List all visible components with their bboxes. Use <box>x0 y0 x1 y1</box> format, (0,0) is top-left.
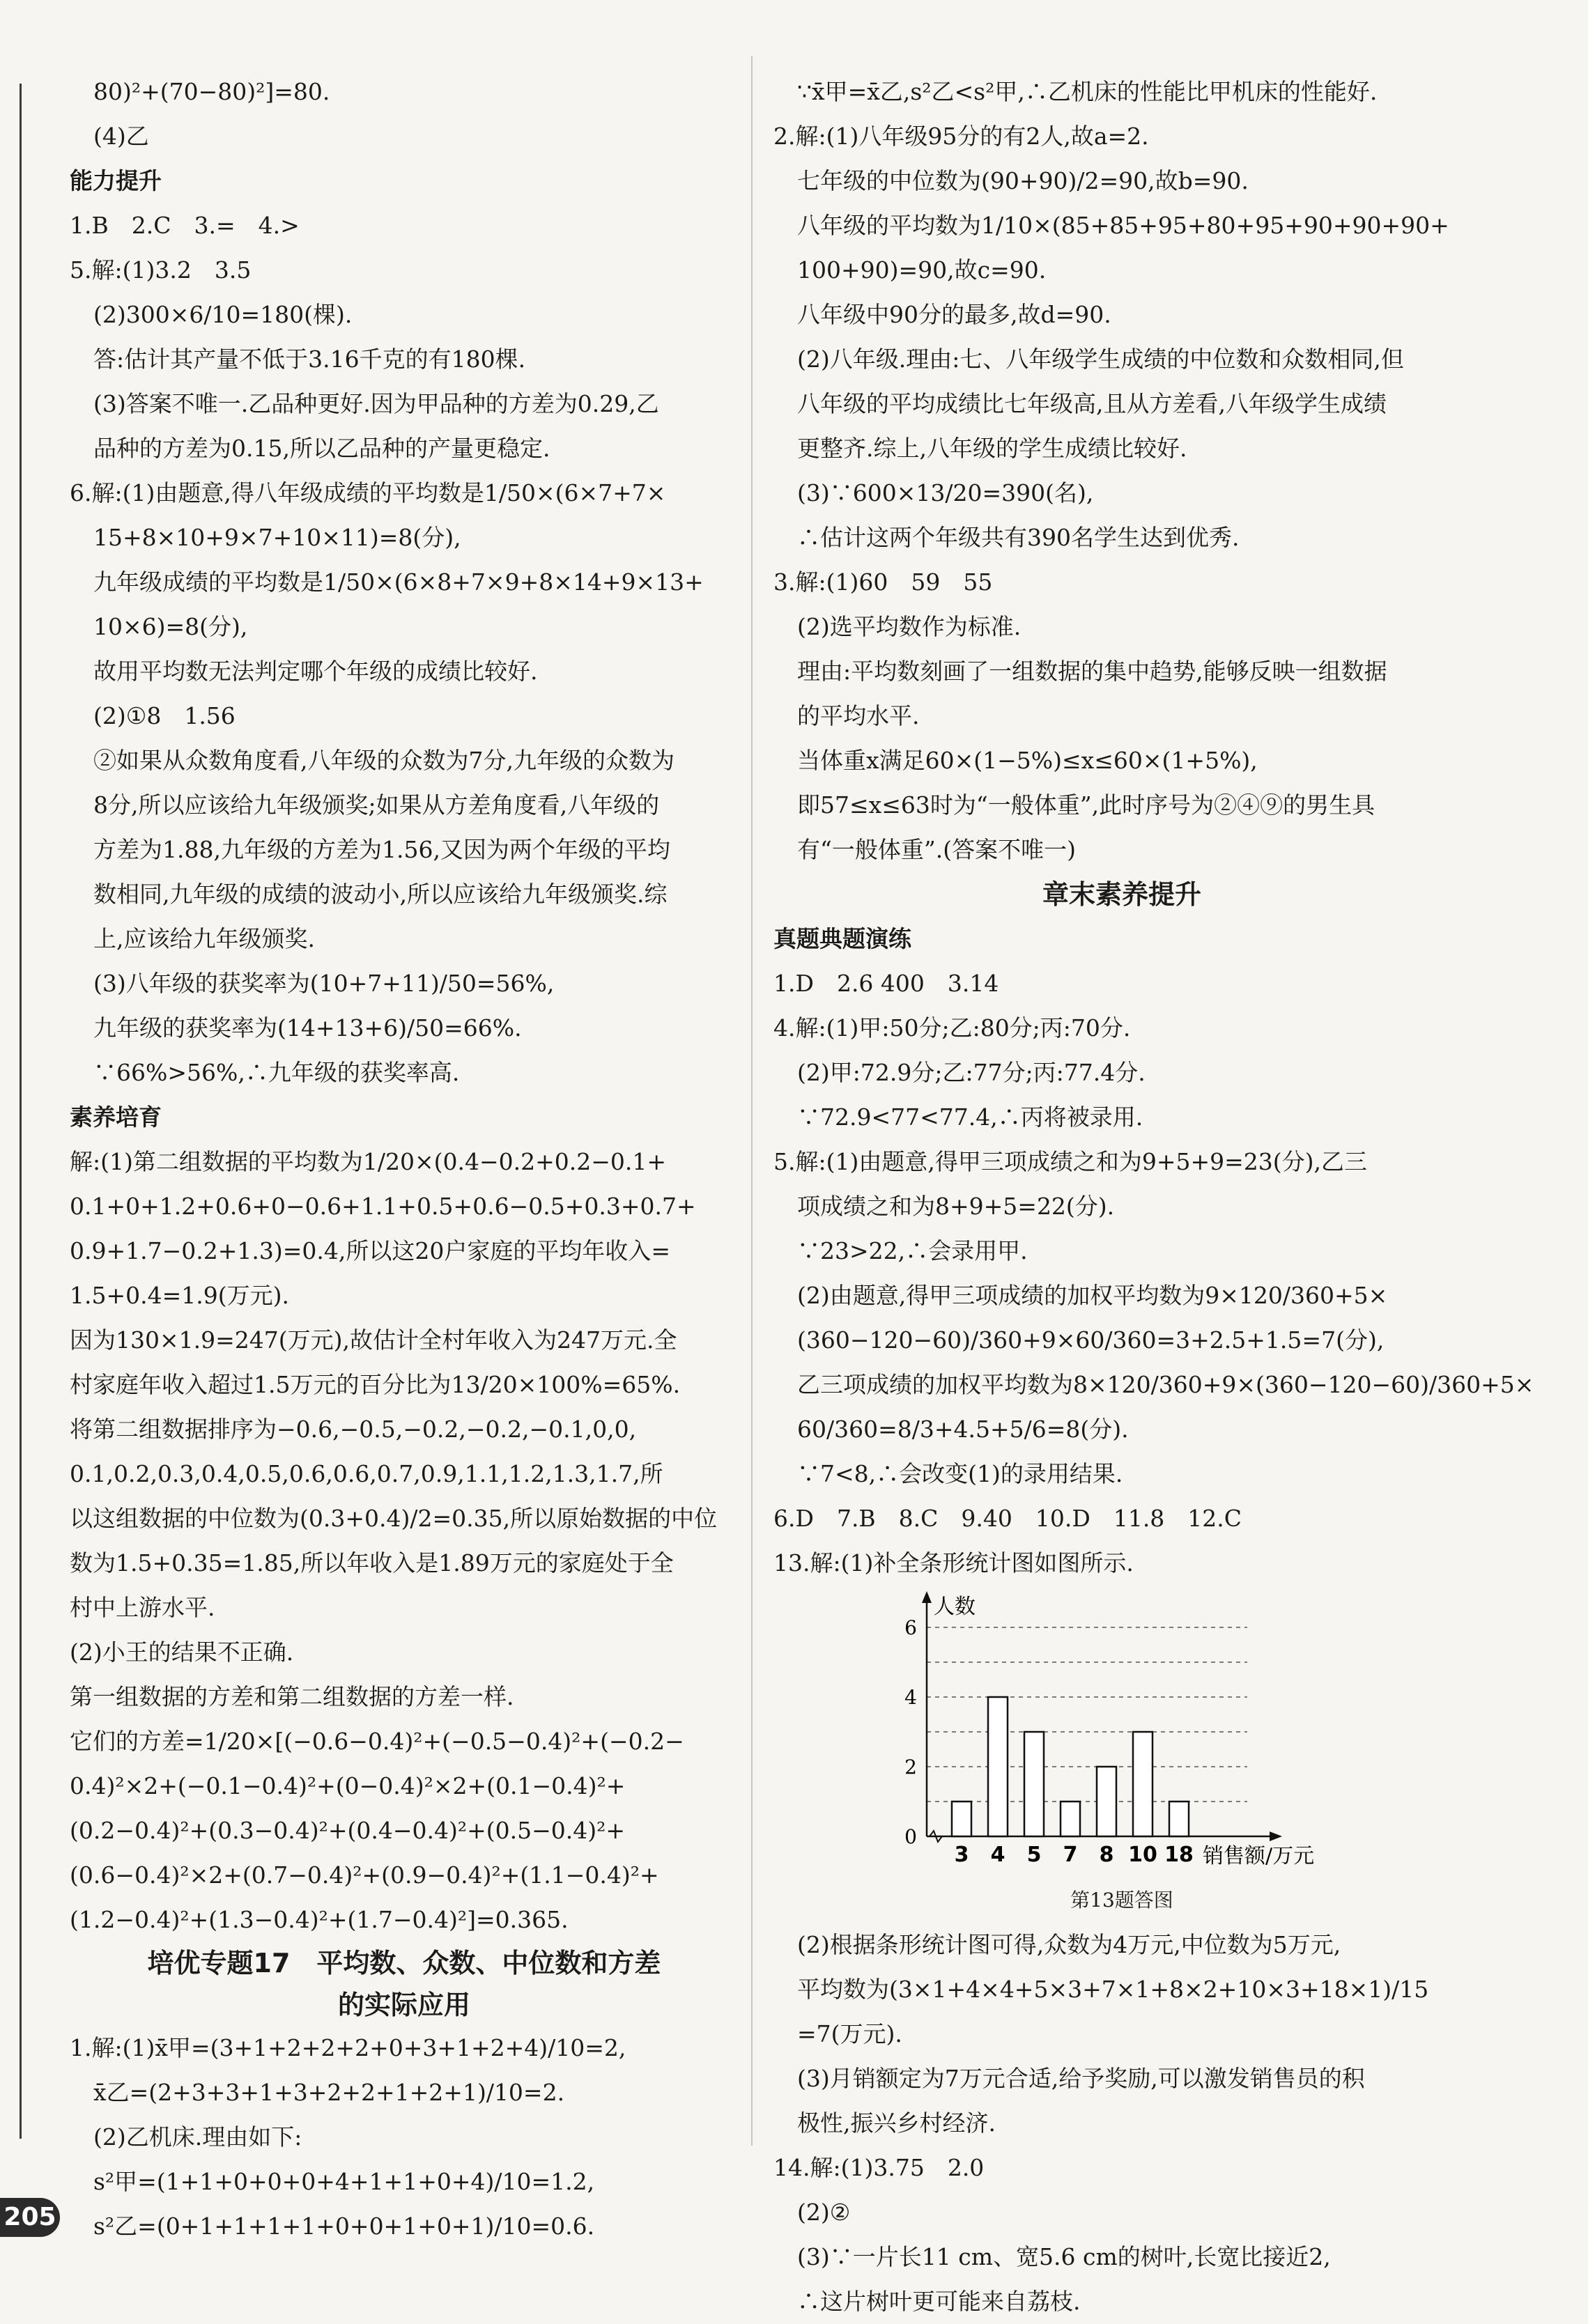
text-line: ②如果从众数角度看,八年级的众数为7分,九年级的众数为 <box>93 747 674 774</box>
text-line: 6.D 7.B 8.C 9.40 10.D 11.8 12.C <box>773 1505 1242 1532</box>
text-line: 1.B 2.C 3.= 4.> <box>70 212 300 239</box>
text-line: 将第二组数据排序为−0.6,−0.5,−0.2,−0.2,−0.1,0,0, <box>70 1416 637 1443</box>
page-margin-rule <box>20 84 22 2139</box>
text-line: 100+90)=90,故c=90. <box>797 256 1047 284</box>
text-line: (2)①8 1.56 <box>93 702 236 729</box>
x-axis-arrow <box>1270 1831 1282 1841</box>
text-line: ∵7<8,∴会改变(1)的录用结果. <box>797 1460 1123 1487</box>
text-line: 3.解:(1)60 59 55 <box>773 568 993 596</box>
x-tick-label: 8 <box>1099 1843 1114 1867</box>
y-axis-arrow <box>922 1591 932 1603</box>
text-line: 数相同,九年级的成绩的波动小,所以应该给九年级颁奖.综 <box>93 881 668 908</box>
bar <box>1133 1732 1153 1836</box>
text-line: 1.5+0.4=1.9(万元). <box>70 1282 289 1309</box>
text-line: 0.1+0+1.2+0.6+0−0.6+1.1+0.5+0.6−0.5+0.3+0.7+ <box>70 1193 696 1220</box>
y-tick-label: 0 <box>904 1825 917 1848</box>
topic-title: 的实际应用 <box>337 1990 470 2020</box>
text-line: (3)∵600×13/20=390(名), <box>797 479 1094 506</box>
section-heading: 素养培育 <box>70 1103 162 1131</box>
text-line: (3)答案不唯一.乙品种更好.因为甲品种的方差为0.29,乙 <box>93 390 659 417</box>
text-line: 更整齐.综上,八年级的学生成绩比较好. <box>797 435 1187 462</box>
text-line: (1.2−0.4)²+(1.3−0.4)²+(1.7−0.4)²]=0.365. <box>70 1906 569 1933</box>
text-line: =7(万元). <box>797 2020 902 2047</box>
text-line: 八年级的平均数为1/10×(85+85+95+80+95+90+90+90+ <box>797 212 1449 239</box>
right-column <box>773 70 1534 2324</box>
text-line: (2)甲:72.9分;乙:77分;丙:77.4分. <box>797 1059 1146 1086</box>
y-tick-label: 4 <box>904 1686 917 1709</box>
text-line: 14.解:(1)3.75 2.0 <box>773 2154 985 2181</box>
text-line: (2)由题意,得甲三项成绩的加权平均数为9×120/360+5× <box>797 1282 1388 1309</box>
chapter-title: 章末素养提升 <box>1042 879 1201 910</box>
y-axis-label: 人数 <box>934 1595 976 1619</box>
x-tick-label: 7 <box>1063 1843 1078 1867</box>
text-line: 品种的方差为0.15,所以乙品种的产量更稳定. <box>93 435 550 462</box>
section-heading: 能力提升 <box>70 167 162 194</box>
text-line: (2)根据条形统计图可得,众数为4万元,中位数为5万元, <box>797 1931 1341 1958</box>
section-heading: 真题典题演练 <box>773 925 911 952</box>
x-tick-label: 3 <box>954 1843 969 1867</box>
text-line: 0.9+1.7−0.2+1.3)=0.4,所以这20户家庭的平均年收入= <box>70 1237 671 1264</box>
text-line: x̄乙=(2+3+3+1+3+2+2+1+2+1)/10=2. <box>93 2079 565 2106</box>
text-line: 理由:平均数刻画了一组数据的集中趋势,能够反映一组数据 <box>797 658 1387 685</box>
text-line: 八年级的平均成绩比七年级高,且从方差看,八年级学生成绩 <box>797 390 1387 417</box>
right-column-text <box>773 70 1534 1586</box>
text-line: 村中上游水平. <box>70 1594 215 1621</box>
text-line: s²乙=(0+1+1+1+1+0+0+1+0+1)/10=0.6. <box>93 2213 595 2240</box>
text-line: 九年级的获奖率为(14+13+6)/50=66%. <box>93 1014 522 1041</box>
text-line: (2)小王的结果不正确. <box>70 1639 294 1666</box>
text-line: 方差为1.88,九年级的方差为1.56,又因为两个年级的平均 <box>93 836 670 863</box>
text-line: (2)乙机床.理由如下: <box>93 2123 302 2151</box>
text-line: 村家庭年收入超过1.5万元的百分比为13/20×100%=65%. <box>70 1371 681 1398</box>
text-line: 5.解:(1)由题意,得甲三项成绩之和为9+5+9=23(分),乙三 <box>773 1148 1368 1175</box>
bar <box>952 1802 971 1836</box>
text-line: 8分,所以应该给九年级颁奖;如果从方差角度看,八年级的 <box>93 791 660 819</box>
text-line: ∴这片树叶更可能来自荔枝. <box>797 2288 1081 2315</box>
text-line: 以这组数据的中位数为(0.3+0.4)/2=0.35,所以原始数据的中位 <box>70 1505 718 1532</box>
x-tick-label: 10 <box>1128 1843 1157 1867</box>
bar <box>1061 1802 1080 1836</box>
text-line: 数为1.5+0.35=1.85,所以年收入是1.89万元的家庭处于全 <box>70 1549 674 1577</box>
text-line: 80)²+(70−80)²]=80. <box>93 78 330 105</box>
bar-chart <box>878 1586 1470 1878</box>
text-line: 极性,振兴乡村经济. <box>797 2109 996 2137</box>
text-line: 1.D 2.6 400 3.14 <box>773 970 999 997</box>
text-line: (360−120−60)/360+9×60/360=3+2.5+1.5=7(分), <box>797 1326 1385 1354</box>
text-line: ∵x̄甲=x̄乙,s²乙<s²甲,∴乙机床的性能比甲机床的性能好. <box>797 78 1378 105</box>
x-tick-label: 5 <box>1026 1843 1042 1867</box>
text-line: 6.解:(1)由题意,得八年级成绩的平均数是1/50×(6×7+7× <box>70 479 666 506</box>
text-line: 上,应该给九年级颁奖. <box>93 925 315 952</box>
topic-title: 培优专题17 平均数、众数、中位数和方差 <box>147 1948 661 1978</box>
text-line: (2)② <box>797 2199 851 2226</box>
text-line: 平均数为(3×1+4×4+5×3+7×1+8×2+10×3+18×1)/15 <box>797 1976 1429 2003</box>
text-line: 有“一般体重”.(答案不唯一) <box>797 836 1076 863</box>
text-line: 九年级成绩的平均数是1/50×(6×8+7×9+8×14+9×13+ <box>93 568 704 596</box>
text-line: 乙三项成绩的加权平均数为8×120/360+9×(360−120−60)/360+5× <box>797 1371 1534 1398</box>
chart-caption: 第13题答图 <box>1070 1889 1173 1912</box>
y-tick-label: 2 <box>904 1756 917 1779</box>
text-line: 当体重x满足60×(1−5%)≤x≤60×(1+5%), <box>797 747 1258 774</box>
text-line: (0.2−0.4)²+(0.3−0.4)²+(0.4−0.4)²+(0.5−0.4)²+ <box>70 1817 625 1844</box>
text-line: 因为130×1.9=247(万元),故估计全村年收入为247万元.全 <box>70 1326 677 1354</box>
text-line: (4)乙 <box>93 123 149 150</box>
text-line: (2)选平均数作为标准. <box>797 613 1022 640</box>
text-line: 15+8×10+9×7+10×11)=8(分), <box>93 524 461 551</box>
text-line: 4.解:(1)甲:50分;乙:80分;丙:70分. <box>773 1014 1131 1041</box>
column-divider <box>751 56 753 2146</box>
text-line: s²甲=(1+1+0+0+0+4+1+1+0+4)/10=1.2, <box>93 2168 595 2195</box>
text-line: ∵72.9<77<77.4,∴丙将被录用. <box>797 1103 1143 1131</box>
text-line: 八年级中90分的最多,故d=90. <box>797 301 1111 328</box>
text-line: (3)月销额定为7万元合适,给予奖励,可以激发销售员的积 <box>797 2065 1365 2092</box>
bar <box>1024 1732 1044 1836</box>
text-line: 故用平均数无法判定哪个年级的成绩比较好. <box>93 658 538 685</box>
text-line: ∴估计这两个年级共有390名学生达到优秀. <box>797 524 1240 551</box>
text-line: 的平均水平. <box>797 702 920 729</box>
text-line: (0.6−0.4)²×2+(0.7−0.4)²+(0.9−0.4)²+(1.1−0.4)²+ <box>70 1861 659 1889</box>
text-line: (3)八年级的获奖率为(10+7+11)/50=56%, <box>93 970 555 997</box>
text-line: 0.4)²×2+(−0.1−0.4)²+(0−0.4)²×2+(0.1−0.4)²+ <box>70 1772 626 1799</box>
bar <box>1097 1767 1116 1836</box>
page-number: 205 <box>0 2198 60 2237</box>
text-line: 第一组数据的方差和第二组数据的方差一样. <box>70 1683 514 1710</box>
text-line: 10×6)=8(分), <box>93 613 248 640</box>
text-line: (2)八年级.理由:七、八年级学生成绩的中位数和众数相同,但 <box>797 346 1404 373</box>
text-line: 项成绩之和为8+9+5=22(分). <box>797 1193 1115 1220</box>
text-line: 0.1,0.2,0.3,0.4,0.5,0.6,0.6,0.7,0.9,1.1,1.2,1.3,1.7,所 <box>70 1460 663 1487</box>
bar-chart-svg <box>878 1586 1366 1878</box>
bar <box>1169 1802 1189 1836</box>
text-line: ∵23>22,∴会录用甲. <box>797 1237 1028 1264</box>
text-line: 1.解:(1)x̄甲=(3+1+2+2+2+0+3+1+2+4)/10=2, <box>70 2034 626 2061</box>
text-line: 5.解:(1)3.2 3.5 <box>70 256 252 284</box>
x-tick-label: 18 <box>1164 1843 1194 1867</box>
text-line: (3)∵一片长11 cm、宽5.6 cm的树叶,长宽比接近2, <box>797 2243 1331 2270</box>
x-tick-label: 4 <box>990 1843 1005 1867</box>
text-line: 解:(1)第二组数据的平均数为1/20×(0.4−0.2+0.2−0.1+ <box>70 1148 667 1175</box>
x-axis-label: 销售额/万元 <box>1203 1844 1315 1868</box>
text-line: 2.解:(1)八年级95分的有2人,故a=2. <box>773 123 1149 150</box>
right-column-text-lower <box>773 1923 1470 2324</box>
left-column <box>70 70 739 2249</box>
y-tick-label: 6 <box>904 1616 917 1639</box>
text-line: 答:估计其产量不低于3.16千克的有180棵. <box>93 346 526 373</box>
text-line: 13.解:(1)补全条形统计图如图所示. <box>773 1549 1134 1577</box>
text-line: 即57≤x≤63时为“一般体重”,此时序号为②④⑨的男生具 <box>797 791 1375 819</box>
text-line: 60/360=8/3+4.5+5/6=8(分). <box>797 1416 1129 1443</box>
text-line: 七年级的中位数为(90+90)/2=90,故b=90. <box>797 167 1249 194</box>
text-line: 它们的方差=1/20×[(−0.6−0.4)²+(−0.5−0.4)²+(−0.2− <box>70 1728 684 1755</box>
bar <box>988 1697 1008 1836</box>
text-line: ∵66%>56%,∴九年级的获奖率高. <box>93 1059 460 1086</box>
text-line: (2)300×6/10=180(棵). <box>93 301 353 328</box>
